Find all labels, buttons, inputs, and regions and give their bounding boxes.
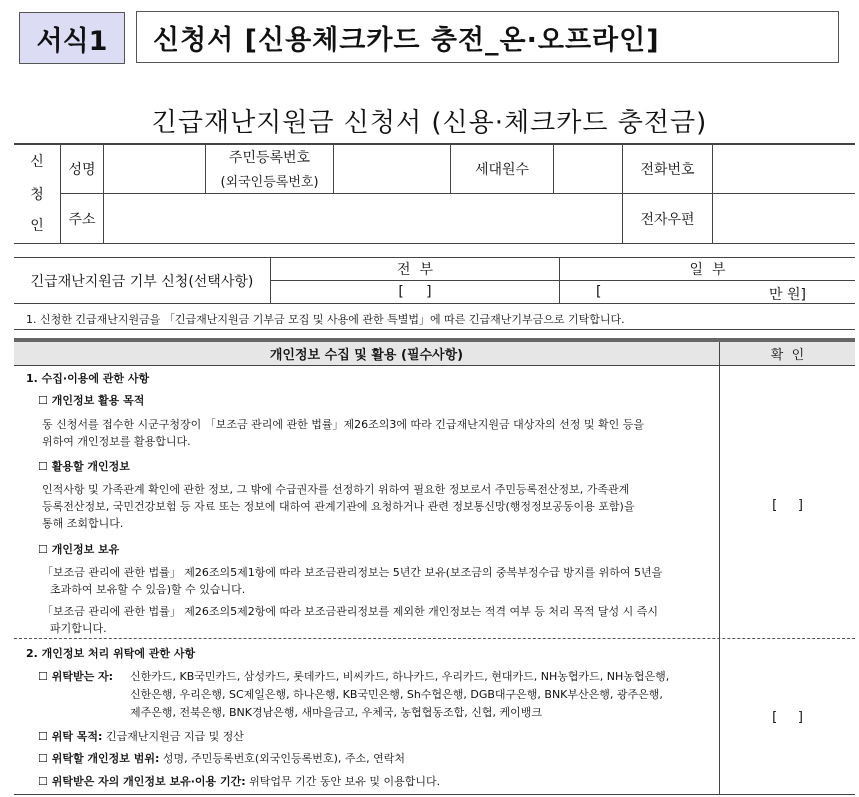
trustee-text-3: 제주은행, 전북은행, BNK경남은행, 새마을금고, 우체국, 농협협동조합, 신협, 케이뱅크 bbox=[130, 706, 542, 719]
donation-label: 긴급재난지원금 기부 신청(선택사항) bbox=[30, 273, 254, 290]
confirm-header: 확 인 bbox=[770, 348, 805, 363]
items-text-1: 인적사항 및 가족관계 확인에 관한 정보, 그 밖에 수급권자를 선정하기 위하여 필요한 정보로서 주민등록전산정보, 가족관계 bbox=[42, 483, 630, 496]
privacy-header: 개인정보 수집 및 활용 (필수사항) bbox=[269, 348, 464, 363]
period-label: ☐ 위탁받은 자의 개인정보 보유·이용 기간: bbox=[38, 775, 246, 788]
items-text-2: 등록전산정보, 국민건강보험 등 자료 또는 정보에 대하여 관계기관에 요청하거나 관련 정보통신망(행정정보공동이용 포함)을 bbox=[42, 500, 635, 513]
id-label bbox=[206, 144, 333, 193]
id-label-line1: 주민등록번호 bbox=[228, 150, 311, 166]
donation-note: 1. 신청한 긴급재난지원금을 「긴급재난지원금 기부금 모집 및 사용에 관한 특별법」에 따른 긴급재난기부금으로 기탁합니다. bbox=[26, 313, 625, 326]
trustee-text-2: 신한은행, 우리은행, SC제일은행, 하나은행, KB국민은행, Sh수협은행, DGB대구은행, BNK부산은행, 광주은행, bbox=[130, 688, 663, 701]
trustee-label: ☐ 위탁받는 자: bbox=[38, 670, 114, 683]
period-text: 위탁업무 기간 동안 보유 및 이용합니다. bbox=[249, 775, 441, 788]
applicant-side-label-3: 인 bbox=[30, 218, 44, 234]
form-title: 긴급재난지원금 신청서 (신용·체크카드 충전금) bbox=[151, 108, 708, 138]
retention-text-4: 파기합니다. bbox=[50, 622, 107, 635]
postcode-field[interactable] bbox=[713, 194, 855, 243]
household-label: 세대원수 bbox=[474, 161, 530, 178]
scope-text: 성명, 주민등록번호(외국인등록번호), 주소, 연락처 bbox=[162, 752, 405, 765]
period-row bbox=[38, 773, 440, 790]
address-label: 주소 bbox=[68, 211, 96, 228]
address-field[interactable] bbox=[104, 194, 622, 243]
section2-title: 2. 개인정보 처리 위탁에 관한 사항 bbox=[26, 647, 196, 660]
items-title: ☐ 활용할 개인정보 bbox=[38, 460, 130, 473]
purpose-title: ☐ 개인정보 활용 목적 bbox=[38, 394, 145, 407]
donation-partial-open: [ bbox=[596, 284, 602, 300]
confirm-checkbox-2[interactable]: [ ] bbox=[772, 709, 803, 725]
confirm-checkbox-1[interactable]: [ ] bbox=[772, 497, 803, 513]
name-field[interactable] bbox=[104, 144, 205, 193]
task-row bbox=[38, 728, 244, 745]
task-label: ☐ 위탁 목적: bbox=[38, 730, 103, 743]
donation-full-checkbox[interactable]: [ ] bbox=[398, 284, 432, 300]
purpose-text-2: 위하여 개인정보를 활용합니다. bbox=[42, 435, 191, 448]
retention-text-3: 「보조금 관리에 관한 법률」 제26조의5제2항에 따라 보조금관리정보를 제외한 개인정보는 적격 여부 등 처리 목적 달성 시 즉시 bbox=[42, 605, 658, 618]
retention-title: ☐ 개인정보 보유 bbox=[38, 543, 120, 556]
task-text: 긴급재난지원금 지급 및 정산 bbox=[105, 730, 244, 743]
header-title: 신청서 [신용체크카드 충전_온·오프라인] bbox=[136, 11, 839, 63]
applicant-side-label-1: 신 bbox=[30, 154, 44, 170]
household-field[interactable] bbox=[554, 144, 622, 193]
postcode-label: 전자우편 bbox=[640, 211, 695, 228]
phone-label: 전화번호 bbox=[640, 161, 695, 178]
donation-partial-unit: 만 원] bbox=[769, 287, 806, 303]
name-label: 성명 bbox=[68, 161, 96, 178]
retention-text-2: 초과하여 보유할 수 있음)할 수 있습니다. bbox=[50, 583, 246, 596]
id-label-line2: (외국인등록번호) bbox=[220, 175, 319, 190]
form-number-badge: 서식1 bbox=[19, 12, 125, 64]
section1-title: 1. 수집·이용에 관한 사항 bbox=[26, 372, 150, 385]
scope-label: ☐ 위탁할 개인정보 범위: bbox=[38, 752, 160, 765]
applicant-side-label-2: 청 bbox=[30, 187, 44, 203]
donation-partial-label: 일 부 bbox=[689, 262, 726, 278]
donation-partial-amount-field[interactable] bbox=[606, 282, 766, 302]
phone-field[interactable] bbox=[713, 144, 855, 193]
scope-row bbox=[38, 750, 405, 767]
retention-text-1: 「보조금 관리에 관한 법률」 제26조의5제1항에 따라 보조금관리정보는 5년간 보유(보조금의 중복부정수급 방지를 위하여 5년을 bbox=[42, 566, 663, 579]
trustee-text-1: 신한카드, KB국민카드, 삼성카드, 롯데카드, 비씨카드, 하나카드, 우리카드, 현대카드, NH농협카드, NH농협은행, bbox=[130, 670, 670, 683]
donation-full-label: 전 부 bbox=[397, 262, 433, 278]
purpose-text-1: 동 신청서를 접수한 시군구청장이 「보조금 관리에 관한 법률」제26조의3에 따라 긴급재난지원금 대상자의 선정 및 확인 등을 bbox=[42, 418, 644, 431]
id-field[interactable] bbox=[334, 144, 450, 193]
items-text-3: 통해 조회합니다. bbox=[42, 517, 124, 530]
